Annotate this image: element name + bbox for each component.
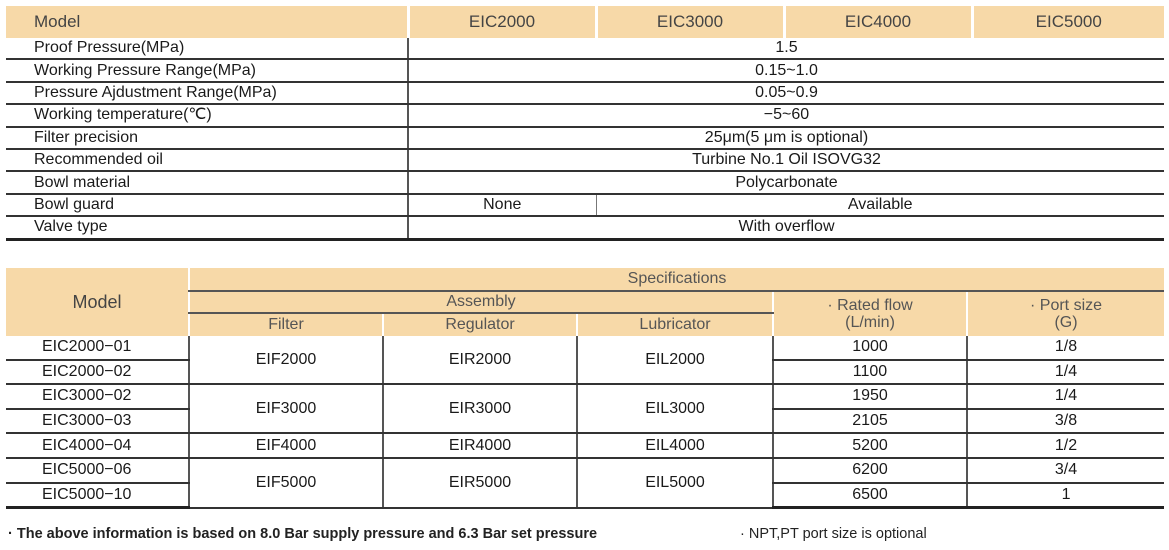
filter-cell: EIF4000 — [189, 433, 383, 458]
model-column-header: Model — [6, 268, 189, 336]
port-size-cell: 1/4 — [967, 360, 1164, 385]
lubricator-cell: EIL3000 — [577, 384, 773, 433]
spec-value: −5~60 — [408, 104, 1164, 126]
spec-row — [6, 82, 1164, 104]
port-size-cell: 1/2 — [967, 433, 1164, 458]
table-row — [6, 384, 1164, 409]
general-specs-table — [6, 6, 1164, 241]
model-cell: EIC2000−02 — [6, 360, 189, 385]
port-size-label: · Port size — [1030, 297, 1103, 314]
model-eic3000-header: EIC3000 — [596, 6, 784, 38]
spec-row — [6, 104, 1164, 126]
port-size-cell: 3/4 — [967, 458, 1164, 483]
table-row — [6, 336, 1164, 360]
assembly-header: Assembly — [189, 291, 773, 313]
rated-flow-cell: 1000 — [773, 336, 967, 360]
port-size-unit: (G) — [1054, 314, 1078, 331]
rated-flow-header — [773, 291, 967, 336]
spec-value: 0.05~0.9 — [408, 82, 1164, 104]
filter-cell: EIF3000 — [189, 384, 383, 433]
model-eic2000-header: EIC2000 — [408, 6, 596, 38]
model-cell: EIC4000−04 — [6, 433, 189, 458]
lubricator-cell: EIL2000 — [577, 336, 773, 384]
rated-flow-cell: 6200 — [773, 458, 967, 483]
rated-flow-cell: 5200 — [773, 433, 967, 458]
spec-value: Polycarbonate — [408, 171, 1164, 193]
general-specs-header-row — [6, 6, 1164, 38]
rated-flow-unit: (L/min) — [845, 314, 895, 331]
spec-value: 25μm(5 μm is optional) — [408, 127, 1164, 149]
spec-label: Bowl material — [6, 171, 408, 193]
port-size-cell: 1/8 — [967, 336, 1164, 360]
supply-pressure-note: · The above information is based on 8.0 Bar supply pressure and 6.3 Bar set pressure — [8, 526, 598, 542]
assembly-header-row-1 — [6, 268, 1164, 291]
spec-label: Bowl guard — [6, 194, 408, 216]
model-cell: EIC5000−10 — [6, 483, 189, 508]
rated-flow-label: · Rated flow — [827, 297, 913, 314]
lubricator-cell: EIL4000 — [577, 433, 773, 458]
spec-label: Proof Pressure(MPa) — [6, 38, 408, 59]
spec-row — [6, 171, 1164, 193]
rated-flow-cell: 2105 — [773, 409, 967, 434]
filter-cell: EIF2000 — [189, 336, 383, 384]
spec-value: Turbine No.1 Oil ISOVG32 — [408, 149, 1164, 171]
rated-flow-cell: 6500 — [773, 483, 967, 508]
model-cell: EIC2000−01 — [6, 336, 189, 360]
specifications-header: Specifications — [189, 268, 1164, 291]
spec-label: Working Pressure Range(MPa) — [6, 59, 408, 81]
spec-value-eic2000: None — [408, 194, 596, 216]
regulator-cell: EIR2000 — [383, 336, 577, 384]
assembly-table — [6, 268, 1164, 509]
regulator-header: Regulator — [383, 313, 577, 336]
port-size-cell: 1/4 — [967, 384, 1164, 409]
spec-row — [6, 127, 1164, 149]
table-row — [6, 433, 1164, 458]
port-size-cell: 1 — [967, 483, 1164, 508]
spec-row — [6, 149, 1164, 171]
rated-flow-cell: 1100 — [773, 360, 967, 385]
port-size-cell: 3/8 — [967, 409, 1164, 434]
regulator-cell: EIR5000 — [383, 458, 577, 508]
spec-row — [6, 59, 1164, 81]
filter-header: Filter — [189, 313, 383, 336]
spec-value-others: Available — [596, 194, 1164, 216]
model-cell: EIC3000−03 — [6, 409, 189, 434]
model-cell: EIC3000−02 — [6, 384, 189, 409]
spec-value: 1.5 — [408, 38, 1164, 59]
table-row — [6, 458, 1164, 483]
spec-label: Valve type — [6, 216, 408, 239]
filter-cell: EIF5000 — [189, 458, 383, 508]
model-eic5000-header: EIC5000 — [972, 6, 1164, 38]
spec-label: Working temperature(℃) — [6, 104, 408, 126]
spec-row — [6, 38, 1164, 59]
model-cell: EIC5000−06 — [6, 458, 189, 483]
spec-label: Pressure Ajdustment Range(MPa) — [6, 82, 408, 104]
lubricator-cell: EIL5000 — [577, 458, 773, 508]
spec-label: Filter precision — [6, 127, 408, 149]
lubricator-header: Lubricator — [577, 313, 773, 336]
spec-value: 0.15~1.0 — [408, 59, 1164, 81]
port-size-header — [967, 291, 1164, 336]
model-eic4000-header: EIC4000 — [784, 6, 972, 38]
spec-value: With overflow — [408, 216, 1164, 239]
regulator-cell: EIR4000 — [383, 433, 577, 458]
regulator-cell: EIR3000 — [383, 384, 577, 433]
spec-row — [6, 194, 1164, 216]
port-size-note: · NPT,PT port size is optional — [740, 526, 927, 542]
rated-flow-cell: 1950 — [773, 384, 967, 409]
spec-row — [6, 216, 1164, 239]
model-header: Model — [6, 6, 408, 38]
spec-label: Recommended oil — [6, 149, 408, 171]
